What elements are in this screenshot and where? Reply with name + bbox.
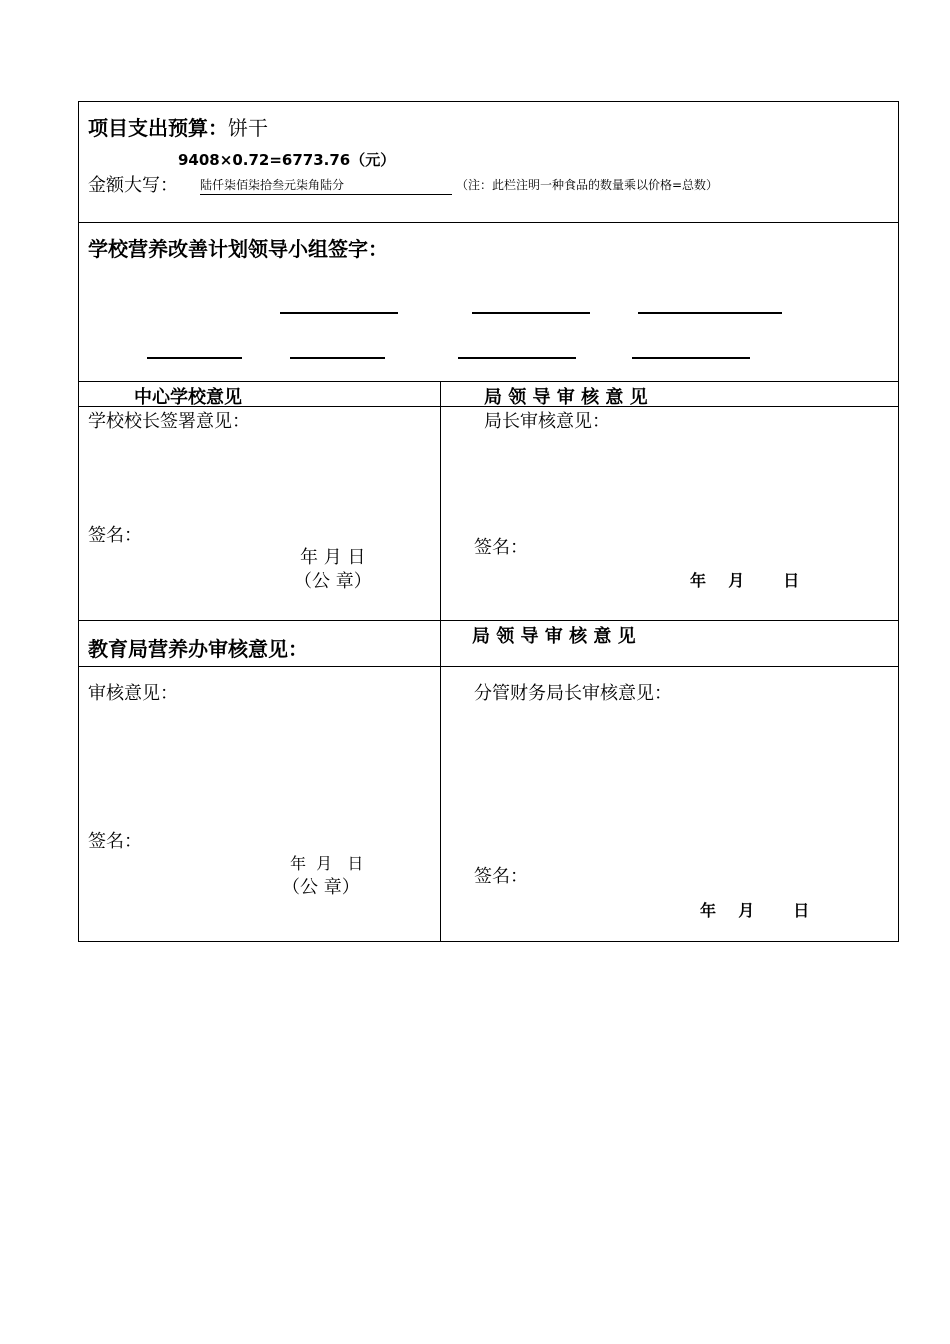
signature-line-4[interactable] [147,357,242,359]
principal-opinion-label: 学校校长签署意见： [88,411,250,432]
nutrition-office-header: 教育局营养办审核意见： [88,637,308,661]
budget-item: 饼干 [228,116,268,140]
table-border-bottom [78,941,899,942]
signature-line-5[interactable] [290,357,385,359]
signature-line-2[interactable] [472,312,590,314]
row-divider-4 [78,620,899,621]
bureau-leader-header: 局 领 导 审 核 意 见 [484,387,648,408]
director-signature-label[interactable]: 签名： [474,537,528,558]
row-divider-1 [78,222,899,223]
center-school-header: 中心学校意见 [134,387,242,408]
reviewer-date[interactable]: 年 月 日 [290,854,364,873]
review-opinion-label: 审核意见： [88,683,178,704]
finance-director-date[interactable]: 年 月 日 [700,901,810,920]
table-border-left [78,101,79,942]
finance-director-signature-label[interactable]: 签名： [474,866,528,887]
bureau-leader-header-2: 局 领 导 审 核 意 见 [472,626,636,647]
table-border-right [898,101,899,942]
table-border-top [78,101,899,102]
director-date[interactable]: 年 月 日 [690,571,800,590]
reviewer-signature-label[interactable]: 签名： [88,831,142,852]
budget-formula: 9408×0.72=6773.76（元） [178,151,396,169]
budget-label: 项目支出预算： [88,116,228,140]
director-opinion-label: 局长审核意见： [484,411,610,432]
column-divider [440,381,441,942]
principal-seal: （公 章） [294,571,372,592]
row-divider-2 [78,381,899,382]
signature-line-6[interactable] [458,357,576,359]
signature-line-3[interactable] [638,312,782,314]
amount-label: 金额大写： [88,175,178,196]
reviewer-seal: （公 章） [282,877,360,898]
leadership-label: 学校营养改善计划领导小组签字： [88,237,388,261]
principal-signature-label[interactable]: 签名： [88,525,142,546]
signature-line-1[interactable] [280,312,398,314]
amount-words: 陆仟柒佰柒拾叁元柒角陆分 [200,176,452,195]
principal-date[interactable]: 年 月 日 [300,547,366,568]
budget-row [88,112,268,141]
row-divider-5 [78,666,899,667]
amount-note: （注：此栏注明一种食品的数量乘以价格=总数） [456,178,719,192]
finance-director-opinion-label: 分管财务局长审核意见： [474,683,672,704]
signature-line-7[interactable] [632,357,750,359]
